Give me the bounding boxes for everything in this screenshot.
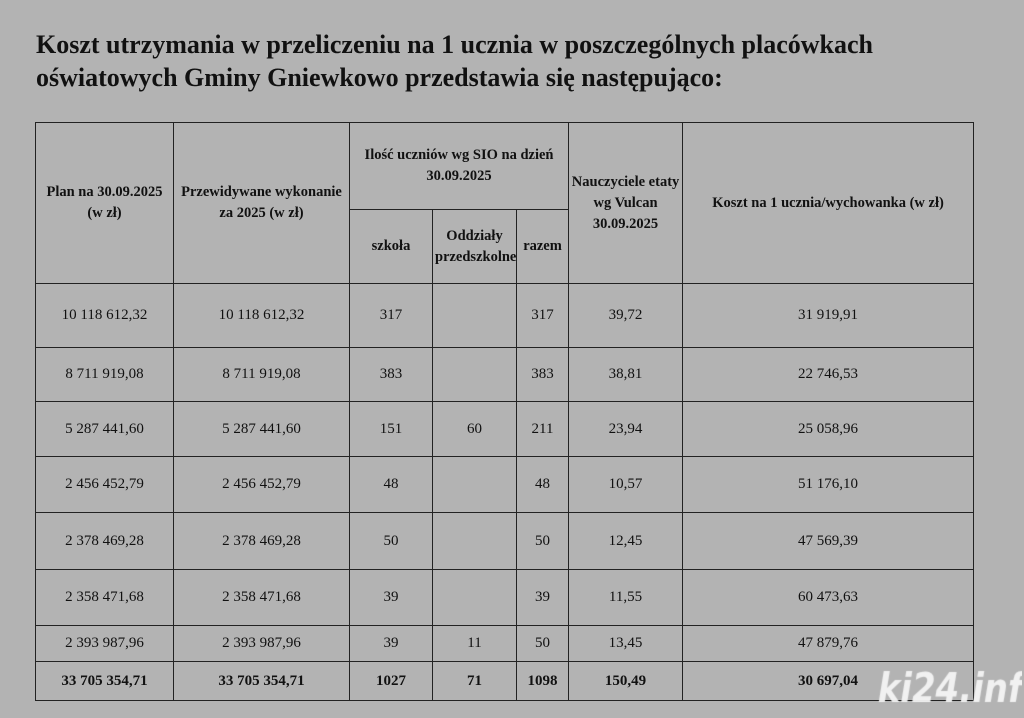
cell-oddzialy [433, 513, 517, 570]
cell-wykonanie: 2 378 469,28 [174, 513, 350, 570]
total-plan: 33 705 354,71 [36, 662, 174, 701]
cell-nauczyciele: 11,55 [569, 570, 683, 626]
cell-razem: 39 [517, 570, 569, 626]
cell-koszt: 51 176,10 [683, 457, 974, 513]
table-row [36, 513, 974, 570]
cell-razem: 211 [517, 402, 569, 457]
cell-plan: 5 287 441,60 [36, 402, 174, 457]
header-szkola: szkoła [350, 210, 433, 284]
cell-nauczyciele: 38,81 [569, 348, 683, 402]
cell-razem: 383 [517, 348, 569, 402]
cell-wykonanie: 5 287 441,60 [174, 402, 350, 457]
cell-koszt: 60 473,63 [683, 570, 974, 626]
cell-koszt: 25 058,96 [683, 402, 974, 457]
header-nauczyciele: Nauczyciele etaty wg Vulcan 30.09.2025 [569, 123, 683, 284]
header-ilosc-uczniow: Ilość uczniów wg SIO na dzień 30.09.2025 [350, 123, 569, 210]
cell-koszt: 47 879,76 [683, 626, 974, 662]
cell-szkola: 39 [350, 626, 433, 662]
cell-wykonanie: 10 118 612,32 [174, 284, 350, 348]
table-row [36, 284, 974, 348]
title-line-1: Koszt utrzymania w przeliczeniu na 1 ucznia w poszczególnych placówkach [36, 30, 873, 59]
cell-koszt: 22 746,53 [683, 348, 974, 402]
total-nauczyciele: 150,49 [569, 662, 683, 701]
cell-razem: 50 [517, 513, 569, 570]
cell-oddzialy [433, 284, 517, 348]
cell-plan: 8 711 919,08 [36, 348, 174, 402]
cost-per-student-table [35, 122, 974, 701]
cell-szkola: 383 [350, 348, 433, 402]
cell-szkola: 151 [350, 402, 433, 457]
cell-nauczyciele: 12,45 [569, 513, 683, 570]
table-row [36, 348, 974, 402]
header-plan: Plan na 30.09.2025 (w zł) [36, 123, 174, 284]
total-wykonanie: 33 705 354,71 [174, 662, 350, 701]
cell-razem: 50 [517, 626, 569, 662]
header-oddzialy: Oddziały przedszkolne [433, 210, 517, 284]
cell-wykonanie: 2 393 987,96 [174, 626, 350, 662]
title-line-2: oświatowych Gminy Gniewkowo przedstawia się następująco: [36, 63, 723, 92]
total-koszt: 30 697,04 [683, 662, 974, 701]
cell-koszt: 47 569,39 [683, 513, 974, 570]
cell-oddzialy: 60 [433, 402, 517, 457]
cell-oddzialy [433, 457, 517, 513]
cell-razem: 317 [517, 284, 569, 348]
total-row [36, 662, 974, 701]
cell-nauczyciele: 13,45 [569, 626, 683, 662]
cell-nauczyciele: 10,57 [569, 457, 683, 513]
header-razem: razem [517, 210, 569, 284]
cell-nauczyciele: 23,94 [569, 402, 683, 457]
header-wykonanie: Przewidywane wykonanie za 2025 (w zł) [174, 123, 350, 284]
cell-plan: 2 358 471,68 [36, 570, 174, 626]
table-row [36, 402, 974, 457]
table-row [36, 626, 974, 662]
cell-szkola: 39 [350, 570, 433, 626]
cell-wykonanie: 2 358 471,68 [174, 570, 350, 626]
table-row [36, 570, 974, 626]
cell-plan: 2 378 469,28 [36, 513, 174, 570]
cell-szkola: 48 [350, 457, 433, 513]
cell-plan: 10 118 612,32 [36, 284, 174, 348]
cell-plan: 2 393 987,96 [36, 626, 174, 662]
total-razem: 1098 [517, 662, 569, 701]
cell-razem: 48 [517, 457, 569, 513]
total-szkola: 1027 [350, 662, 433, 701]
cell-oddzialy [433, 570, 517, 626]
cell-wykonanie: 2 456 452,79 [174, 457, 350, 513]
cell-wykonanie: 8 711 919,08 [174, 348, 350, 402]
cell-oddzialy: 11 [433, 626, 517, 662]
cell-koszt: 31 919,91 [683, 284, 974, 348]
cell-nauczyciele: 39,72 [569, 284, 683, 348]
cell-oddzialy [433, 348, 517, 402]
cell-szkola: 317 [350, 284, 433, 348]
table-row [36, 457, 974, 513]
cell-szkola: 50 [350, 513, 433, 570]
cell-plan: 2 456 452,79 [36, 457, 174, 513]
header-koszt: Koszt na 1 ucznia/wychowanka (w zł) [683, 123, 974, 284]
total-oddzialy: 71 [433, 662, 517, 701]
document-title [36, 28, 1024, 94]
